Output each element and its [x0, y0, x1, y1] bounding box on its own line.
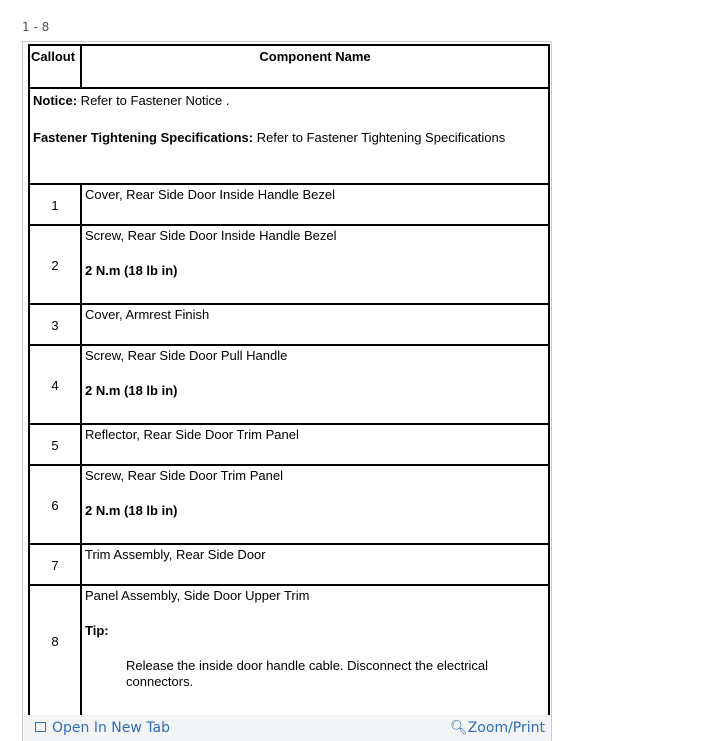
callout: 4	[29, 345, 81, 424]
component-name: Screw, Rear Side Door Pull Handle	[85, 348, 288, 363]
notice-row	[29, 88, 549, 184]
zoom-in-icon: 🔍︎	[449, 720, 468, 736]
open-new-tab-icon	[35, 722, 46, 732]
table-row	[29, 225, 549, 304]
callout: 8	[29, 585, 81, 731]
component-name: Cover, Armrest Finish	[81, 304, 549, 345]
component-name: Cover, Rear Side Door Inside Handle Bezel	[81, 184, 549, 225]
zoom-print-label: Zoom/Print	[467, 720, 545, 736]
component-name: Trim Assembly, Rear Side Door	[81, 544, 549, 585]
zoom-print-link[interactable]	[450, 720, 545, 736]
notice-text: Refer to Fastener Notice .	[77, 93, 230, 108]
callout: 2	[29, 225, 81, 304]
component-name: Panel Assembly, Side Door Upper Trim	[85, 588, 310, 603]
spec-text: Refer to Fastener Tightening Specifications	[253, 130, 506, 145]
header-component-name: Component Name	[81, 45, 549, 88]
document-frame	[22, 41, 552, 741]
table-row	[29, 465, 549, 544]
table-row	[29, 424, 549, 465]
table-row	[29, 304, 549, 345]
table-viewport[interactable]	[28, 44, 550, 732]
callout: 6	[29, 465, 81, 544]
open-new-tab-link[interactable]	[35, 720, 170, 736]
callout: 3	[29, 304, 81, 345]
footer-bar	[23, 715, 551, 741]
component-name: Screw, Rear Side Door Inside Handle Bezel	[85, 228, 337, 243]
component-name: Screw, Rear Side Door Trim Panel	[85, 468, 283, 483]
table-row	[29, 585, 549, 731]
page-label: 1 - 8	[22, 20, 50, 34]
tip-text: Release the inside door handle cable. Disconnect the electrical connectors.	[126, 658, 489, 689]
torque-spec: 2 N.m (18 lb in)	[85, 263, 178, 278]
torque-spec: 2 N.m (18 lb in)	[85, 503, 178, 518]
callout: 5	[29, 424, 81, 465]
callout: 7	[29, 544, 81, 585]
table-row	[29, 345, 549, 424]
notice-label: Notice:	[33, 93, 78, 108]
torque-spec: 2 N.m (18 lb in)	[85, 383, 178, 398]
open-new-tab-label: Open In New Tab	[52, 720, 170, 736]
component-name: Reflector, Rear Side Door Trim Panel	[81, 424, 549, 465]
spec-label: Fastener Tightening Specifications:	[33, 130, 254, 145]
components-table	[28, 44, 550, 732]
tip-label: Tip:	[85, 623, 109, 638]
callout: 1	[29, 184, 81, 225]
table-row	[29, 184, 549, 225]
table-header	[29, 45, 549, 88]
header-callout: Callout	[29, 45, 81, 88]
table-row	[29, 544, 549, 585]
